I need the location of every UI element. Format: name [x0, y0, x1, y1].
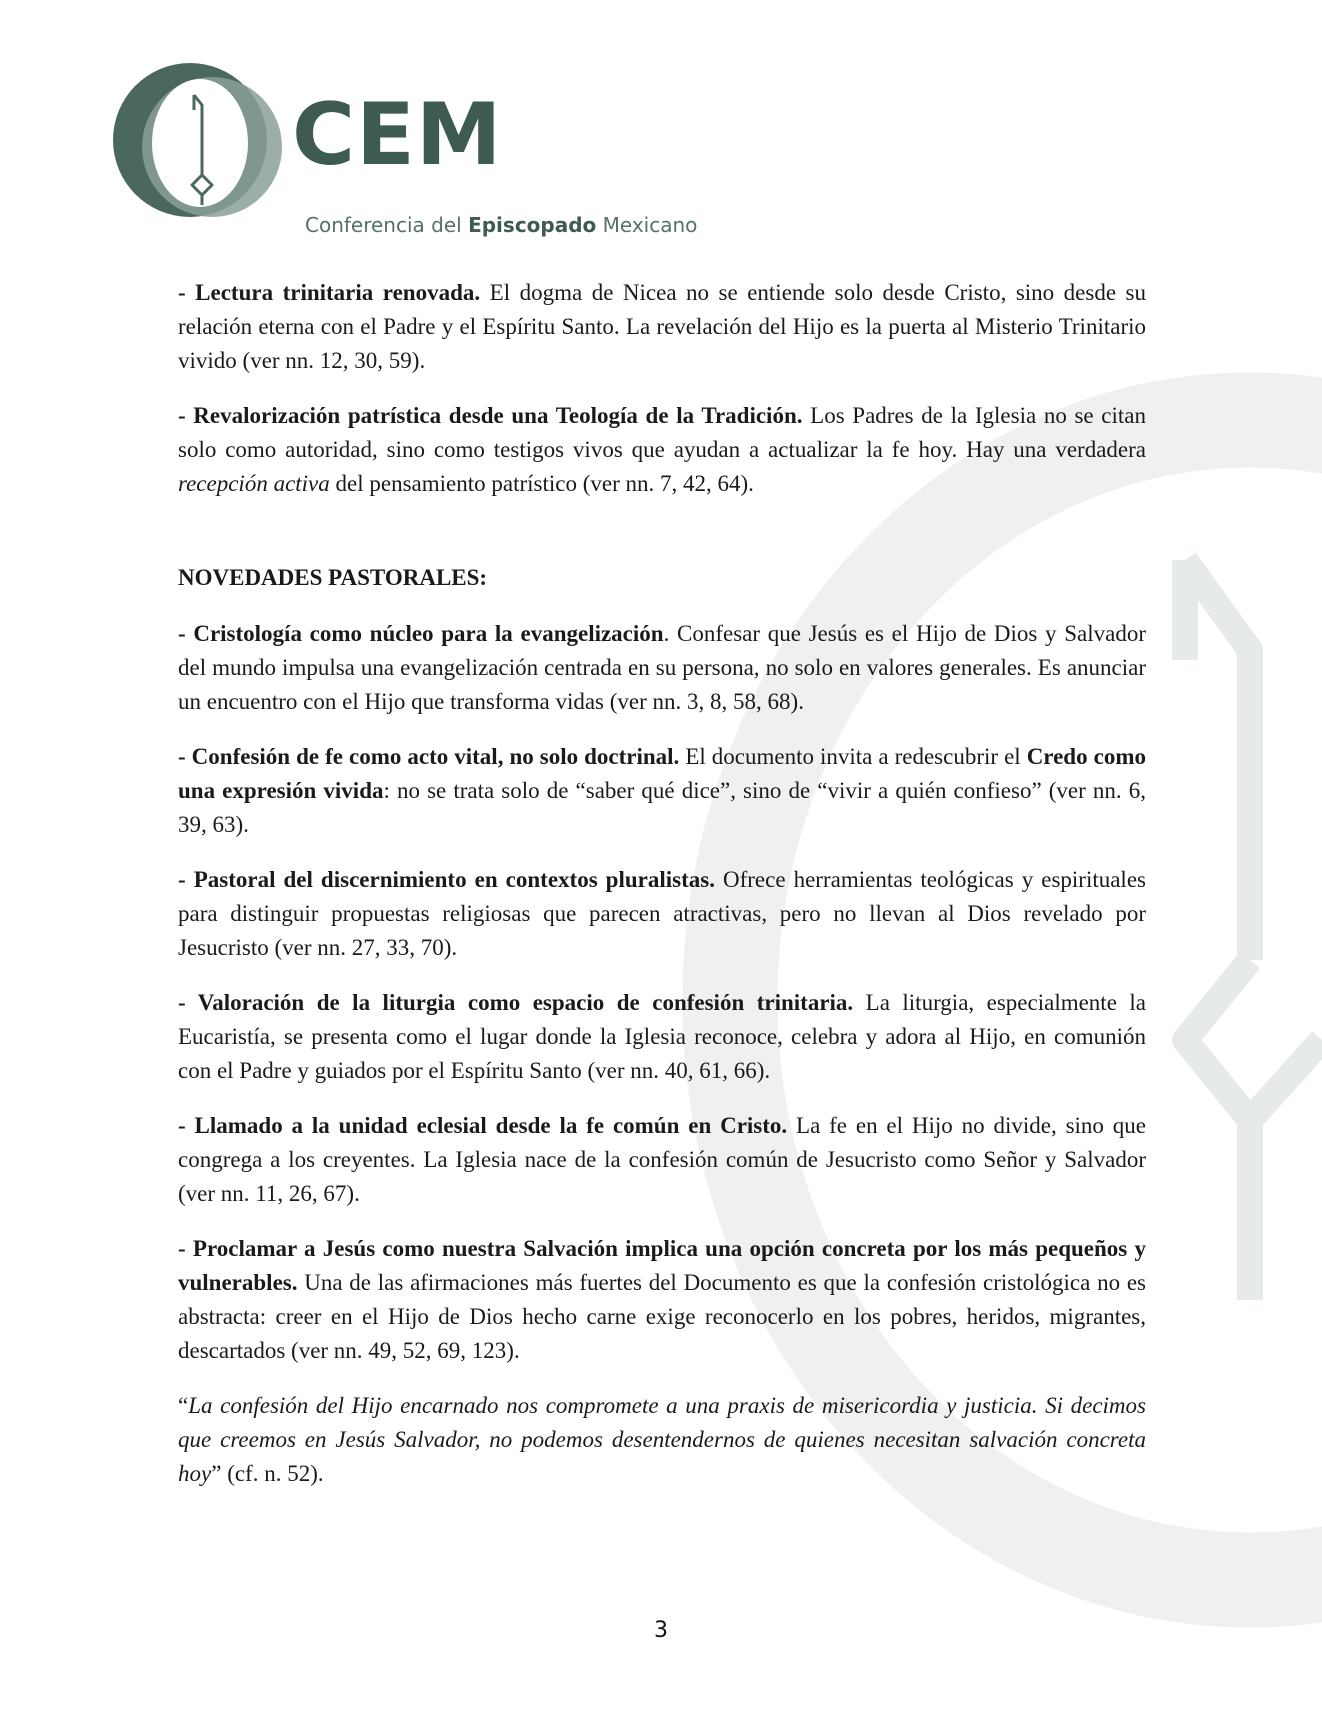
quote-open-mark: “ [178, 1393, 189, 1418]
paragraph-text: Ofrece herramientas teológicas y espirituales para distinguir propuestas religiosas que parecen atractivas, pero no llevan al Dios revelado por Jesucristo (ver nn. 27, 33, 70). [178, 867, 1146, 960]
paragraph-unidad-eclesial [178, 1109, 1146, 1211]
paragraph-heading: - Lectura trinitaria renovada. [178, 280, 481, 305]
paragraph-opcion-pobres [178, 1232, 1146, 1368]
paragraph-heading: - Llamado a la unidad eclesial desde la fe común en Cristo. [178, 1113, 788, 1138]
paragraph-revalorizacion-patristica [178, 399, 1146, 501]
document-body [178, 276, 1146, 1491]
logo-subtitle-bold: Episcopado [468, 213, 597, 237]
paragraph-cristologia [178, 617, 1146, 719]
paragraph-text: Una de las afirmaciones más fuertes del Documento es que la confesión cristológica no es abstracta: creer en el Hijo de Dios hecho carne exige reconocerlo en los pobres, heridos, migrantes, descartados (ver nn. 49, 52, 69, 123). [178, 1270, 1146, 1363]
closing-quote [178, 1389, 1146, 1491]
paragraph-lectura-trinitaria [178, 276, 1146, 378]
paragraph-confesion-de-fe [178, 740, 1146, 842]
quote-close-mark: ” [211, 1461, 222, 1486]
paragraph-heading: - Confesión de fe como acto vital, no solo doctrinal. [178, 744, 680, 769]
paragraph-text: : no se trata solo de “saber qué dice”, sino de “vivir a quién confieso” (ver nn. 6, 39, 63). [178, 778, 1146, 837]
logo-subtitle-suffix: Mexicano [596, 213, 698, 237]
paragraph-discernimiento [178, 863, 1146, 965]
paragraph-text: . Confesar que Jesús es el Hijo de Dios y Salvador del mundo impulsa una evangelización centrada en su persona, no solo en valores generales. Es anunciar un encuentro con el Hijo que transforma vidas (ver nn. 3, 8, 58, 68). [178, 621, 1146, 714]
paragraph-text: Los Padres de la Iglesia no se citan solo como autoridad, sino como testigos vivos que ayudan a actualizar la fe hoy. Hay una verdadera [178, 403, 1146, 462]
paragraph-text: El dogma de Nicea no se entiende solo desde Cristo, sino desde su relación eterna con el Padre y el Espíritu Santo. La revelación del Hijo es la puerta al Misterio Trinitario vivido (ver nn. 12, 30, 59). [178, 280, 1147, 373]
section-title-novedades-pastorales: NOVEDADES PASTORALES: [178, 565, 488, 590]
paragraph-text: del pensamiento patrístico (ver nn. 7, 42, 64). [329, 471, 754, 496]
paragraph-heading: - Valoración de la liturgia como espacio de confesión trinitaria. [178, 990, 854, 1015]
quote-text: La confesión del Hijo encarnado nos compromete a una praxis de misericordia y justicia. Si decimos que creemos en Jesús Salvador, no podemos desentendernos de quienes necesitan salvación concreta hoy [178, 1393, 1146, 1486]
paragraph-heading: - Pastoral del discernimiento en contextos pluralistas. [178, 867, 715, 892]
quote-citation: (cf. n. 52). [221, 1461, 324, 1486]
paragraph-bold-term: Credo como una expresión vivida [178, 744, 1146, 803]
logo-subtitle [305, 213, 697, 237]
logo-subtitle-prefix: Conferencia del [305, 213, 469, 237]
paragraph-text: La liturgia, especialmente la Eucaristía, se presenta como el lugar donde la Iglesia reconoce, celebra y adora al Hijo, en comunión con el Padre y guiados por el Espíritu Santo (ver nn. 40, 61, 66). [178, 990, 1146, 1083]
paragraph-italic-term: recepción activa [178, 471, 330, 496]
paragraph-text: El documento invita a redescubrir el [679, 744, 1027, 769]
header [112, 50, 732, 237]
paragraph-heading: - Revalorización patrística desde una Teología de la Tradición. [178, 403, 803, 428]
paragraph-liturgia [178, 986, 1146, 1088]
paragraph-text: La fe en el Hijo no divide, sino que congrega a los creyentes. La Iglesia nace de la confesión común de Jesucristo como Señor y Salvador (ver nn. 11, 26, 67). [178, 1113, 1146, 1206]
logo-title: CEM [292, 85, 503, 185]
paragraph-heading: - Proclamar a Jesús como nuestra Salvación implica una opción concreta por los más pequeños y vulnerables. [178, 1236, 1146, 1295]
paragraph-heading: - Cristología como núcleo para la evangelización [178, 621, 664, 646]
page-number: 3 [654, 1618, 668, 1643]
cem-logo-icon [112, 55, 287, 225]
